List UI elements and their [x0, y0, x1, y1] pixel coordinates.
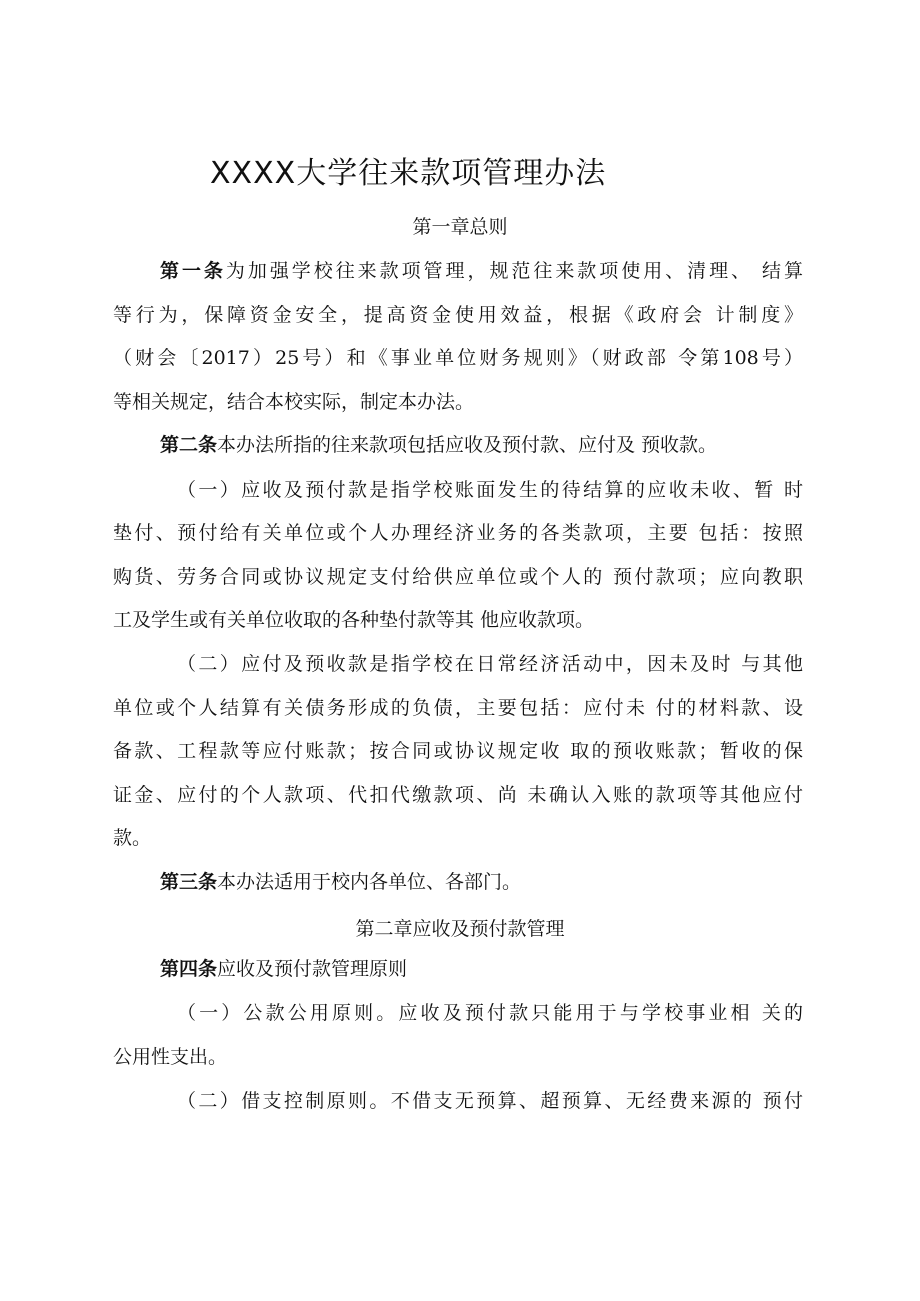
- payables-line-2: 单位或个人结算有关债务形成的负债，主要包括：应付未 付的材料款、设: [113, 697, 803, 719]
- payables-line-4: 证金、应付的个人款项、代扣代缴款项、尚 未确认入账的款项等其他应付: [113, 784, 803, 806]
- article-1-line-2: 等行为，保障资金安全，提高资金使用效益，根据《政府会 计制度》: [113, 304, 803, 326]
- article-1-line-4: 等相关规定，结合本校实际，制定本办法。: [113, 391, 475, 413]
- payables-line-1: （二）应付及预收款是指学校在日常经济活动中，因未及时 与其他: [177, 653, 803, 675]
- document-title: XXXX大学往来款项管理办法: [210, 156, 607, 191]
- payables-line-5: 款。: [113, 827, 152, 849]
- principle-1-line-2: 公用性支出。: [113, 1046, 228, 1068]
- article-4-label: 第四条: [160, 958, 218, 980]
- receivables-line-1: （一）应收及预付款是指学校账面发生的待结算的应收未收、暂 时: [177, 479, 803, 501]
- article-3-label: 第三条: [160, 871, 218, 893]
- principle-1-line-1: （一）公款公用原则。应收及预付款只能用于与学校事业相 关的: [177, 1002, 803, 1024]
- article-4-line-1: 第四条应收及预付款管理原则: [160, 958, 408, 980]
- article-1-label: 第一条: [160, 260, 226, 282]
- receivables-line-3: 购货、劳务合同或协议规定支付给供应单位或个人的 预付款项；应向教职: [113, 566, 803, 588]
- receivables-line-4: 工及学生或有关单位收取的各种垫付款等其 他应收款项。: [113, 609, 595, 631]
- payables-line-3: 备款、工程款等应付账款；按合同或协议规定收 取的预收账款；暂收的保: [113, 740, 803, 762]
- chapter-2-heading: 第二章应收及预付款管理: [355, 918, 565, 940]
- principle-2-line-1: （二）借支控制原则。不借支无预算、超预算、无经费来源的 预付: [177, 1090, 803, 1112]
- article-3-line-1: 第三条本办法适用于校内各单位、各部门。: [160, 871, 522, 893]
- article-2-label: 第二条: [160, 434, 218, 456]
- article-1-line-1: 第一条为加强学校往来款项管理，规范往来款项使用、清理、 结算: [160, 260, 803, 282]
- article-2-line-1: 第二条本办法所指的往来款项包括应收及预付款、应付及 预收款。: [160, 434, 718, 456]
- receivables-line-2: 垫付、预付给有关单位或个人办理经济业务的各类款项，主要 包括：按照: [113, 522, 803, 544]
- chapter-1-heading: 第一章总则: [412, 216, 508, 238]
- article-1-line-3: （财会〔2017）25号）和《事业单位财务规则》（财政部 令第108号）: [113, 347, 803, 369]
